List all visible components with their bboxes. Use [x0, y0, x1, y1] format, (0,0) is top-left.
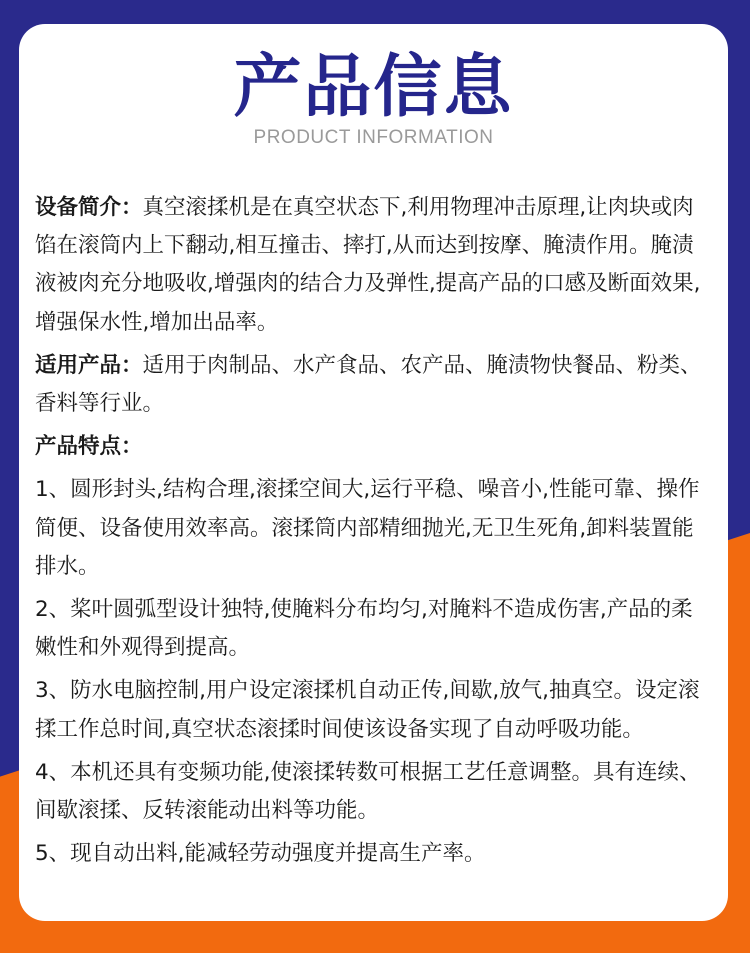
intro-text: 真空滚揉机是在真空状态下,利用物理冲击原理,让肉块或肉馅在滚筒内上下翻动,相互撞击、摔打,从而达到按摩、腌渍作用。腌渍液被肉充分地吸收,增强肉的结合力及弹性,提高产品的口感及断面效果,增强保水性,增加出品率。 [35, 195, 701, 335]
intro-paragraph [35, 189, 711, 342]
feature-item: 1、圆形封头,结构合理,滚揉空间大,运行平稳、噪音小,性能可靠、操作简便、设备使用效率高。滚揉筒内部精细抛光,无卫生死角,卸料装置能排水。 [35, 477, 700, 579]
intro-label: 设备简介： [35, 195, 143, 220]
page-subtitle: PRODUCT INFORMATION [253, 127, 494, 148]
apply-paragraph [35, 347, 711, 423]
feature-item: 4、本机还具有变频功能,使滚揉转数可根据工艺任意调整。具有连续、间歇滚揉、反转滚能动出料等功能。 [35, 759, 701, 824]
feature-item: 2、桨叶圆弧型设计独特,使腌料分布均匀,对腌料不造成伤害,产品的柔嫩性和外观得到提高。 [35, 597, 693, 661]
features-heading [35, 428, 711, 466]
page-title: 产品信息 [233, 48, 514, 127]
feature-item: 3、防水电脑控制,用户设定滚揉机自动正传,间歇,放气,抽真空。设定滚揉工作总时间,真空状态滚揉时间使该设备实现了自动呼吸功能。 [35, 678, 700, 742]
feature-item: 5、现自动出料,能减轻劳动强度并提高生产率。 [35, 841, 486, 867]
features-label: 产品特点： [35, 434, 143, 460]
apply-text: 适用于肉制品、水产食品、农产品、腌渍物快餐品、粉类、香料等行业。 [35, 352, 702, 417]
apply-label: 适用产品： [35, 352, 143, 378]
content-body [35, 189, 711, 878]
info-card [19, 24, 728, 921]
